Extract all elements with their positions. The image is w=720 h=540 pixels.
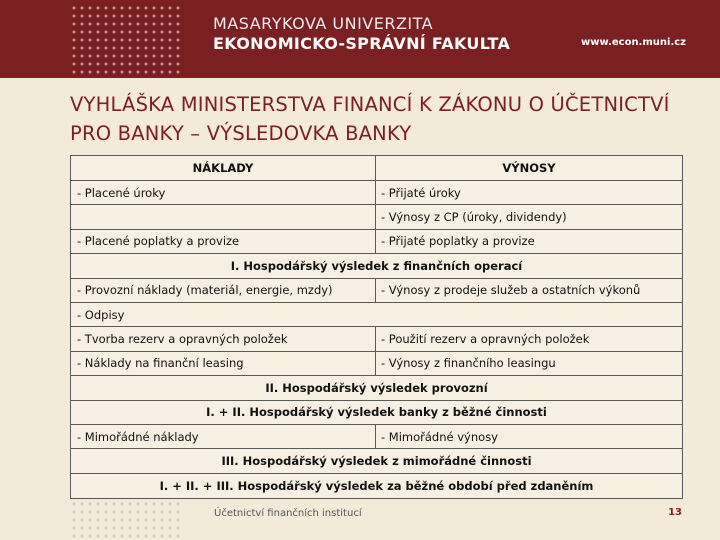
university-name: MASARYKOVA UNIVERZITA — [213, 14, 434, 33]
cost-cell: - Mimořádné náklady — [71, 425, 376, 448]
table-row — [71, 327, 682, 351]
cost-cell: - Odpisy — [77, 307, 125, 322]
revenue-cell: - Výnosy z finančního leasingu — [381, 356, 556, 371]
page-number: 13 — [668, 507, 682, 518]
table-row — [71, 181, 682, 205]
result-row — [71, 449, 682, 473]
table-row — [71, 425, 682, 449]
table-row — [71, 303, 682, 327]
revenue-cell: - Výnosy z prodeje služeb a ostatních výkonů — [381, 283, 641, 298]
faculty-name: EKONOMICKO-SPRÁVNÍ FAKULTA — [213, 34, 511, 53]
cost-cell: - Provozní náklady (materiál, energie, mzdy) — [71, 279, 376, 302]
cost-cell — [71, 205, 376, 228]
result-cell: I. + II. Hospodářský výsledek banky z běžné činnosti — [206, 405, 547, 420]
header-costs: NÁKLADY — [71, 156, 376, 180]
table-row — [71, 205, 682, 229]
header-banner — [0, 0, 720, 78]
table-header-row — [71, 156, 682, 181]
result-row — [71, 474, 682, 498]
result-row — [71, 254, 682, 278]
cost-cell: - Placené úroky — [71, 181, 376, 204]
revenue-cell: - Použití rezerv a opravných položek — [381, 332, 590, 347]
slide-title: VYHLÁŠKA MINISTERSTVA FINANCÍ K ZÁKONU O ÚČETNICTVÍ PRO BANKY – VÝSLEDOVKA BANKY — [70, 93, 670, 145]
revenue-cell: - Přijaté úroky — [381, 185, 461, 200]
result-cell: II. Hospodářský výsledek provozní — [265, 380, 488, 395]
header-revenues: VÝNOSY — [502, 161, 556, 175]
revenue-cell: - Výnosy z CP (úroky, dividendy) — [381, 210, 567, 225]
footer-course-name: Účetnictví finančních institucí — [214, 508, 362, 519]
result-cell: I. + II. + III. Hospodářský výsledek za běžné období před zdaněním — [159, 478, 594, 493]
result-row — [71, 376, 682, 400]
result-cell: I. Hospodářský výsledek z finančních operací — [230, 258, 523, 273]
table-row — [71, 230, 682, 254]
table-row — [71, 279, 682, 303]
revenue-cell: - Přijaté poplatky a provize — [381, 234, 535, 249]
cost-cell: - Placené poplatky a provize — [71, 230, 376, 253]
table-row — [71, 352, 682, 376]
cost-cell: - Náklady na finanční leasing — [71, 352, 376, 375]
result-row — [71, 401, 682, 425]
website-url[interactable]: www.econ.muni.cz — [580, 37, 686, 48]
university-logo-dots — [70, 4, 182, 76]
income-statement-table — [70, 155, 683, 499]
footer-logo-dots — [70, 500, 182, 540]
cost-cell: - Tvorba rezerv a opravných položek — [71, 327, 376, 350]
result-cell: III. Hospodářský výsledek z mimořádné činnosti — [221, 453, 532, 468]
revenue-cell: - Mimořádné výnosy — [381, 429, 498, 444]
